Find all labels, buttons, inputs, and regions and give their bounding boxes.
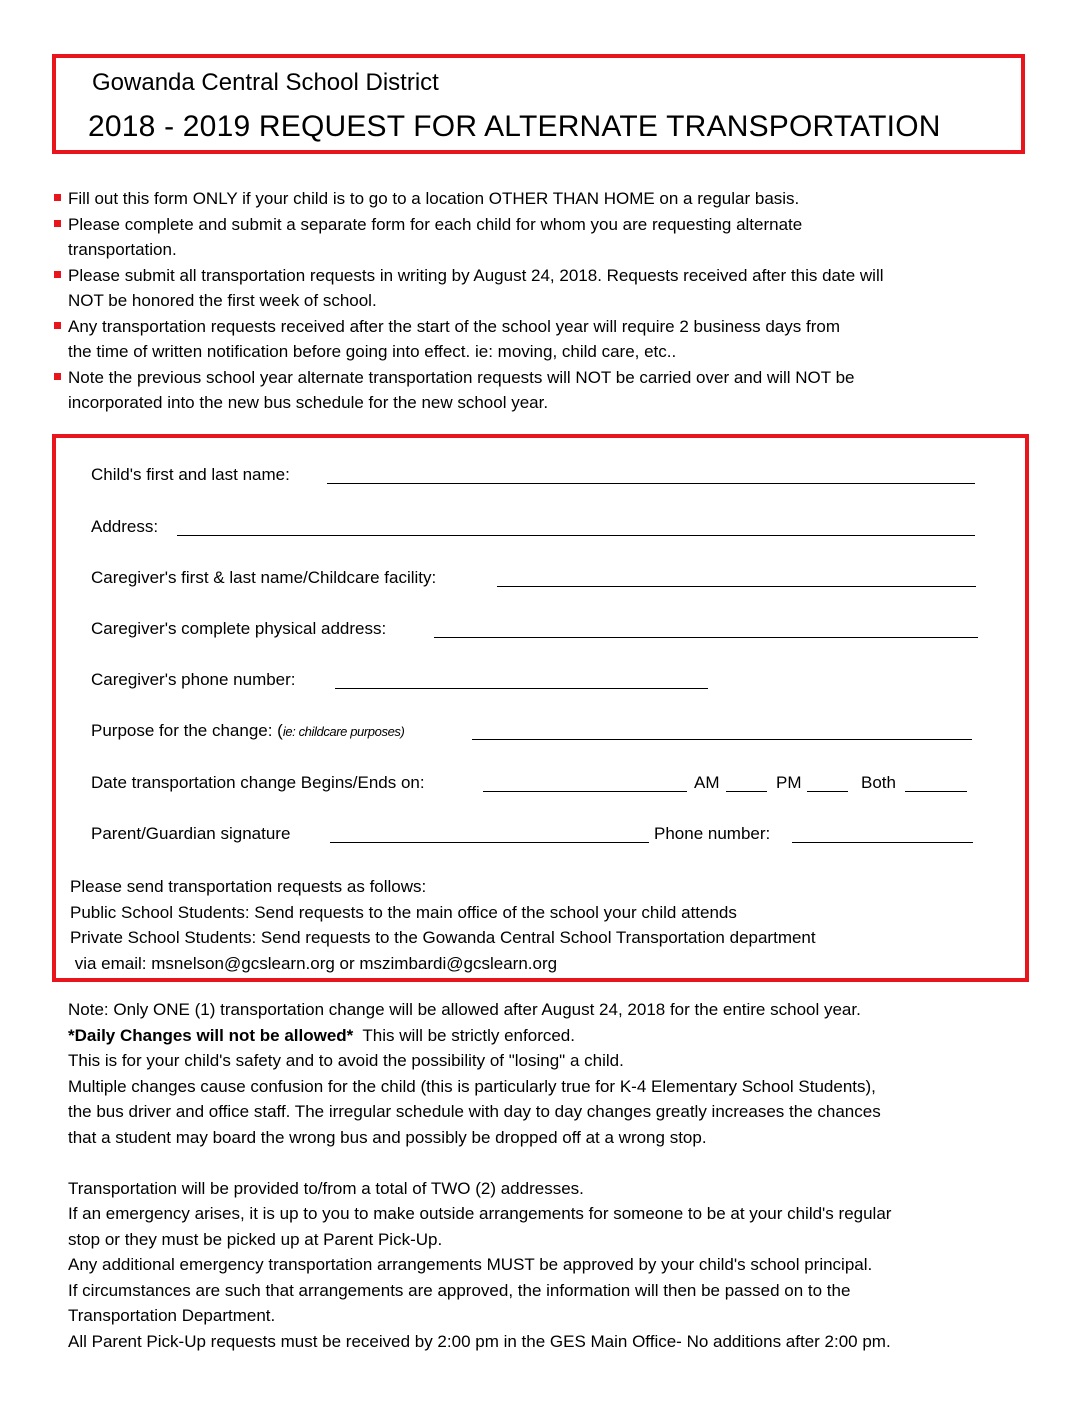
- child-name-label: Child's first and last name:: [91, 465, 290, 484]
- signature-field[interactable]: [330, 842, 649, 843]
- caregiver-phone-label: Caregiver's phone number:: [91, 670, 296, 689]
- instruction-line: Fill out this form ONLY if your child is to go to a location OTHER THAN HOME on a regular basis.: [68, 189, 800, 208]
- note-line: Note: Only ONE (1) transportation change will be allowed after August 24, 2018 for the entire school year.: [68, 1000, 861, 1019]
- instruction-line: incorporated into the new bus schedule for the new school year.: [68, 393, 549, 412]
- instruction-item: [52, 314, 1042, 365]
- purpose-field[interactable]: [472, 739, 972, 740]
- instruction-line: NOT be honored the first week of school.: [68, 291, 377, 310]
- spacer: [68, 1150, 1068, 1176]
- date-label: Date transportation change Begins/Ends on:: [91, 773, 425, 792]
- daily-changes-line: [68, 1023, 1068, 1049]
- send-line: Please send transportation requests as follows:: [70, 877, 427, 896]
- note-line: If circumstances are such that arrangements are approved, the information will then be passed on to the: [68, 1280, 851, 1300]
- bullet-square-icon: [54, 373, 61, 380]
- caregiver-name-field[interactable]: [497, 586, 976, 587]
- instruction-item: [52, 186, 1042, 212]
- notes-section: [68, 997, 1068, 1354]
- am-label: AM: [694, 773, 720, 792]
- note-line: stop or they must be picked up at Parent Pick-Up.: [68, 1229, 443, 1249]
- both-field[interactable]: [905, 791, 967, 792]
- send-line: via email: msnelson@gcslearn.org or mszimbardi@gcslearn.org: [70, 953, 558, 973]
- daily-changes-bold: *Daily Changes will not be allowed*: [68, 1025, 354, 1045]
- caregiver-name-label: Caregiver's first & last name/Childcare facility:: [91, 568, 437, 587]
- purpose-hint: ie: childcare purposes): [282, 724, 405, 739]
- note-line: All Parent Pick-Up requests must be received by 2:00 pm in the GES Main Office- No additions after 2:00 pm.: [68, 1331, 891, 1351]
- address-label: Address:: [91, 517, 159, 536]
- date-field[interactable]: [483, 791, 687, 792]
- daily-changes-rest: This will be strictly enforced.: [353, 1025, 575, 1045]
- pm-label: PM: [776, 773, 802, 792]
- instructions-list: [52, 186, 1042, 416]
- note-line: Transportation Department.: [68, 1306, 276, 1325]
- both-label: Both: [861, 773, 896, 792]
- caregiver-address-field[interactable]: [434, 637, 978, 638]
- note-line: the bus driver and office staff. The irregular schedule with day to day changes greatly increases the chances: [68, 1102, 881, 1121]
- purpose-label: [91, 720, 404, 743]
- district-name: Gowanda Central School District: [92, 69, 439, 96]
- address-field[interactable]: [177, 535, 975, 536]
- child-name-field[interactable]: [327, 483, 975, 484]
- phone-number-label: Phone number:: [654, 824, 771, 843]
- send-line: Private School Students: Send requests to the Gowanda Central School Transportation department: [70, 928, 816, 947]
- send-instructions: [70, 874, 816, 976]
- bullet-square-icon: [54, 322, 61, 329]
- signature-label: Parent/Guardian signature: [91, 824, 291, 843]
- instruction-line: the time of written notification before going into effect. ie: moving, child care, etc..: [68, 342, 677, 361]
- request-form: [52, 434, 1029, 982]
- note-line: If an emergency arises, it is up to you to make outside arrangements for someone to be at your child's regular: [68, 1204, 892, 1223]
- form-title: 2018 - 2019 REQUEST FOR ALTERNATE TRANSPORTATION: [88, 110, 941, 143]
- instruction-line: Any transportation requests received after the start of the school year will require 2 business days from: [68, 316, 840, 336]
- header-box: [52, 54, 1025, 154]
- am-field[interactable]: [726, 791, 767, 792]
- caregiver-phone-field[interactable]: [335, 688, 708, 689]
- note-line: Transportation will be provided to/from a total of TWO (2) addresses.: [68, 1178, 584, 1198]
- instruction-line: Note the previous school year alternate transportation requests will NOT be carried over and will NOT be: [68, 367, 855, 387]
- caregiver-address-label: Caregiver's complete physical address:: [91, 619, 387, 638]
- phone-number-field[interactable]: [792, 842, 973, 843]
- send-line: Public School Students: Send requests to the main office of the school your child attends: [70, 902, 737, 922]
- pm-field[interactable]: [807, 791, 848, 792]
- instruction-line: Please submit all transportation requests in writing by August 24, 2018. Requests received after this date will: [68, 265, 884, 285]
- instruction-item: [52, 212, 1042, 263]
- note-line: Any additional emergency transportation arrangements MUST be approved by your child's school principal.: [68, 1255, 873, 1274]
- instruction-item: [52, 365, 1042, 416]
- note-line: This is for your child's safety and to avoid the possibility of "losing" a child.: [68, 1051, 624, 1070]
- instruction-line: transportation.: [68, 240, 177, 259]
- instruction-line: Please complete and submit a separate form for each child for whom you are requesting alternate: [68, 214, 803, 234]
- note-line: Multiple changes cause confusion for the child (this is particularly true for K-4 Elementary School Students),: [68, 1076, 876, 1096]
- instruction-item: [52, 263, 1042, 314]
- bullet-square-icon: [54, 220, 61, 227]
- bullet-square-icon: [54, 194, 61, 201]
- note-line: that a student may board the wrong bus and possibly be dropped off at a wrong stop.: [68, 1127, 707, 1147]
- purpose-label-text: Purpose for the change: (: [91, 721, 283, 740]
- bullet-square-icon: [54, 271, 61, 278]
